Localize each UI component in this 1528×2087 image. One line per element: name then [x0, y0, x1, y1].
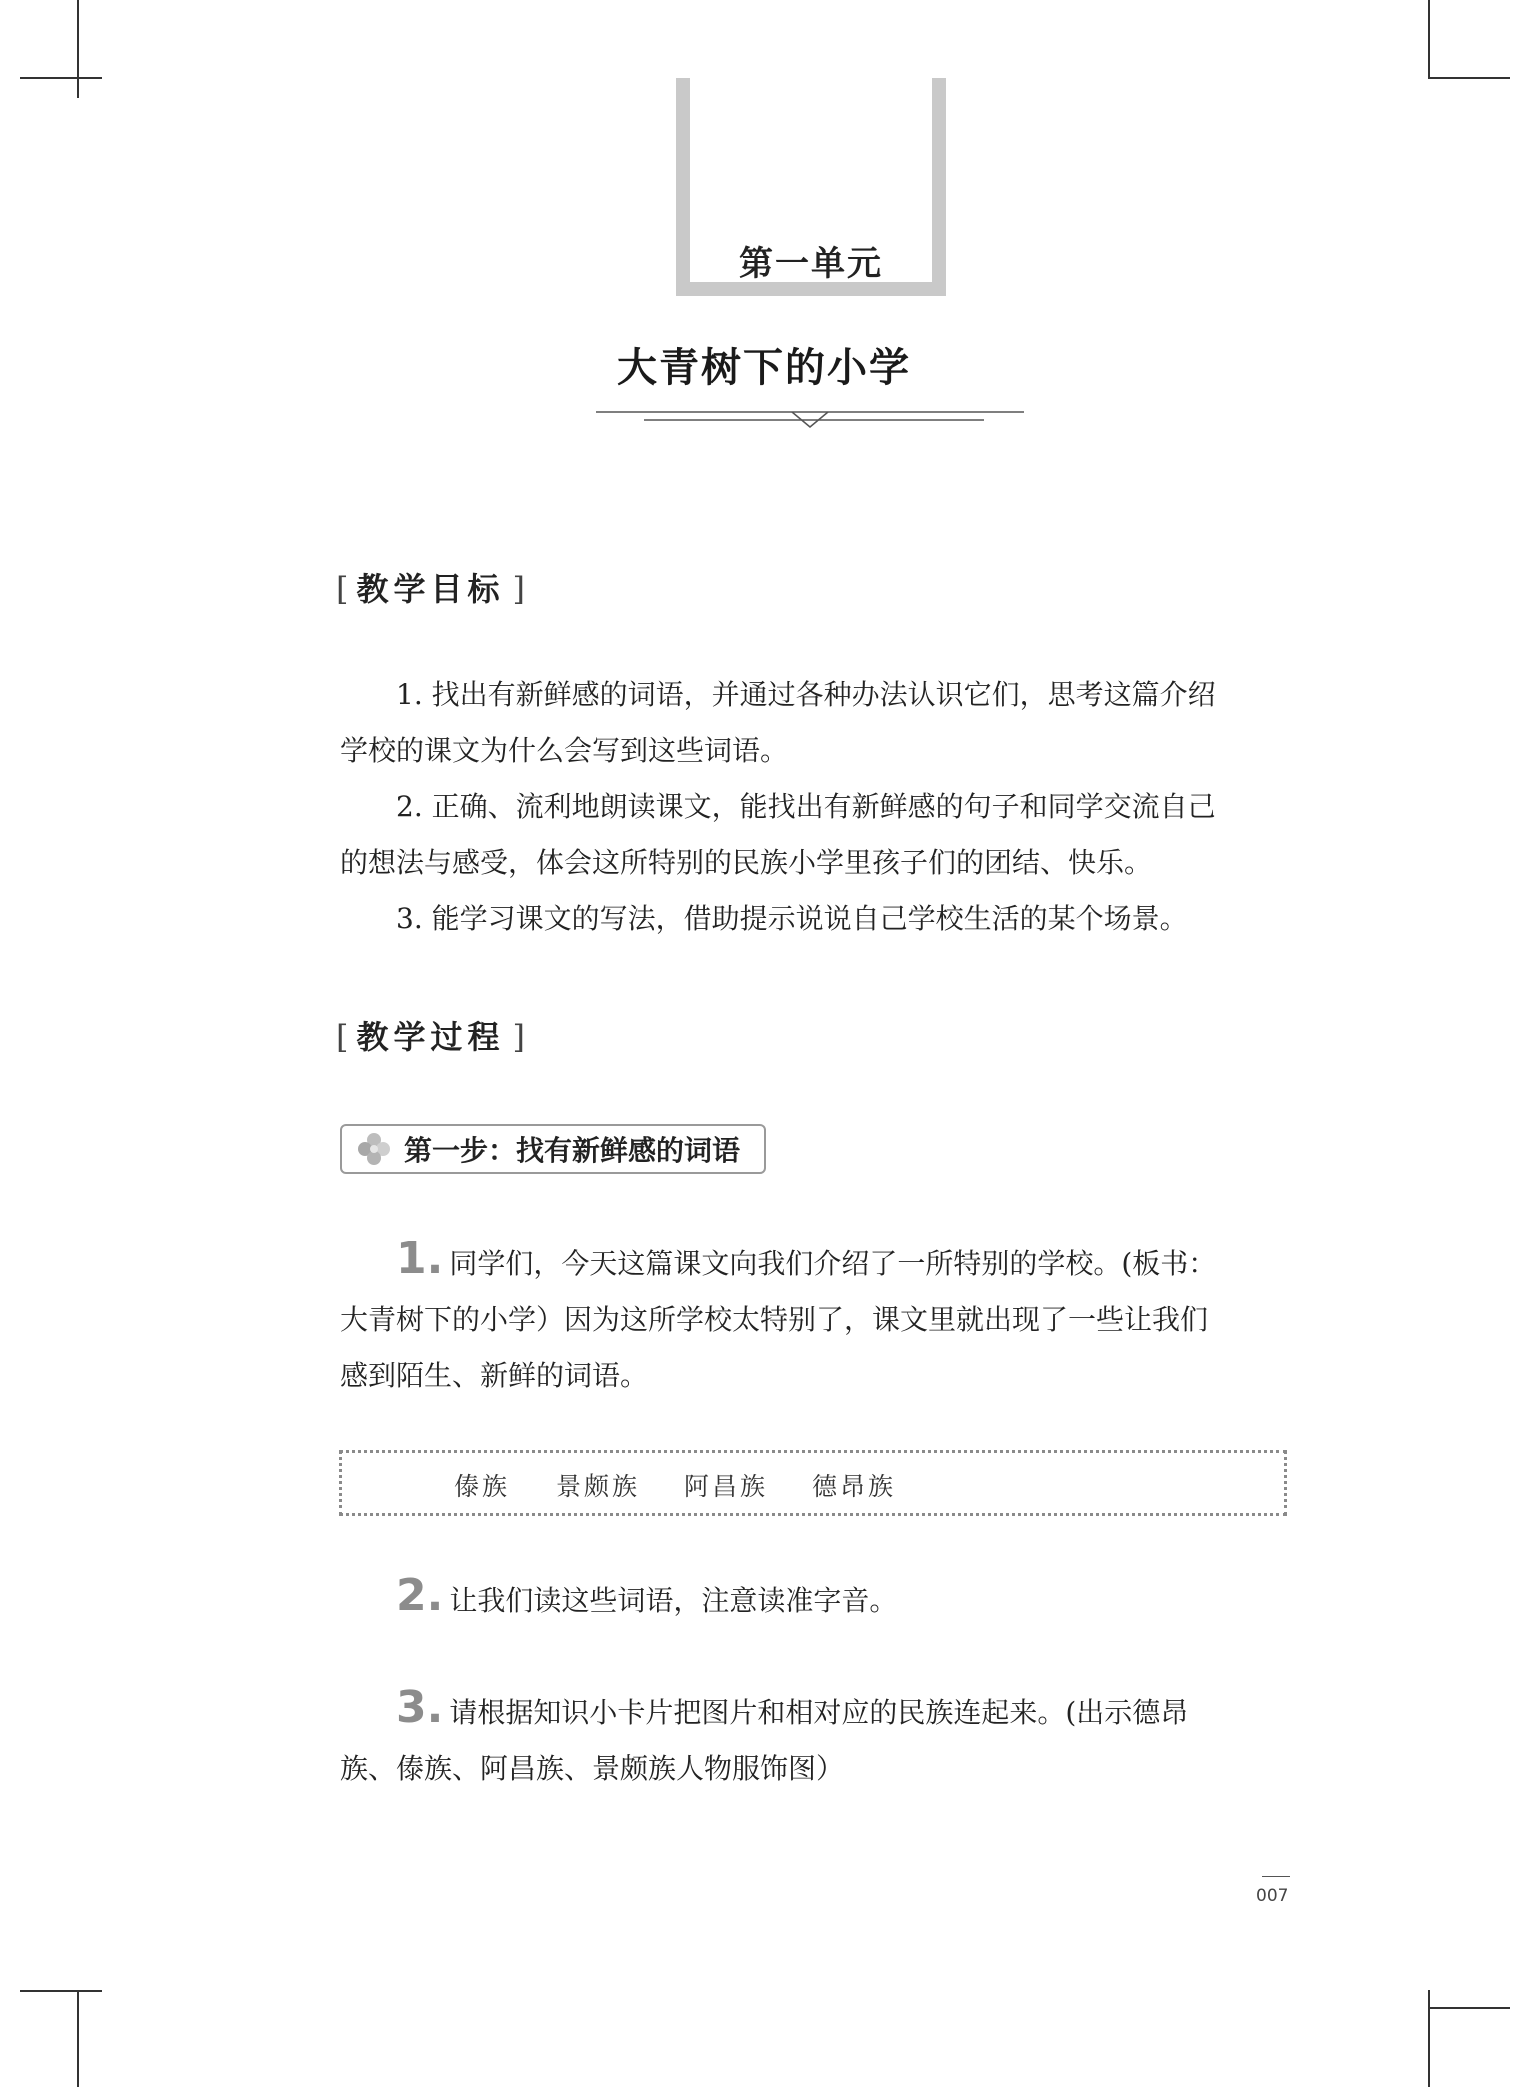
process-heading: [ 教学过程 ]	[336, 1018, 525, 1056]
item-number: 3.	[396, 1682, 444, 1733]
process-item-2: 2. 让我们读这些词语，注意读准字音。	[396, 1570, 898, 1621]
step-1-box	[340, 1124, 766, 1174]
flower-icon	[356, 1131, 392, 1167]
process-item-1: 1. 同学们，今天这篇课文向我们介绍了一所特别的学校。(板书： 大青树下的小学）因为这所学校太特别了，课文里就出现了一些让我们 感到陌生、新鲜的词语。	[340, 1233, 1217, 1392]
objective-2: 2. 正确、流利地朗读课文，能找出有新鲜感的句子和同学交流自己 的想法与感受，体会这所特别的民族小学里孩子们的团结、快乐。	[340, 790, 1216, 879]
vocab-word: 德昂族	[812, 1472, 897, 1501]
lesson-title: 大青树下的小学	[617, 345, 911, 391]
item-number: 1.	[396, 1233, 444, 1284]
vocab-word: 景颇族	[556, 1472, 641, 1501]
unit-label: 第一单元	[739, 244, 883, 284]
page-number-dash	[1262, 1876, 1290, 1877]
crop-mark-bottom-left-v	[77, 1990, 79, 2087]
process-item-3: 3. 请根据知识小卡片把图片和相对应的民族连起来。(出示德昂 族、傣族、阿昌族、景颇族人物服饰图）	[340, 1682, 1189, 1785]
crop-mark-bottom-right-v	[1428, 1990, 1430, 2087]
objective-3: 3. 能学习课文的写法，借助提示说说自己学校生活的某个场景。	[396, 902, 1188, 935]
vocab-word: 阿昌族	[684, 1472, 769, 1501]
crop-mark-top-right-v	[1428, 0, 1430, 78]
crop-mark-top-left-v	[77, 0, 79, 98]
title-divider	[596, 400, 1024, 430]
crop-mark-bottom-right-h	[1428, 2007, 1510, 2009]
crop-mark-top-right-h	[1428, 77, 1510, 79]
step-1-label: 第一步：找有新鲜感的词语	[404, 1134, 741, 1167]
crop-mark-bottom-left-h	[20, 1990, 102, 1992]
objective-1: 1. 找出有新鲜感的词语，并通过各种办法认识它们，思考这篇介绍 学校的课文为什么会写到这些词语。	[340, 678, 1216, 767]
vocab-word: 傣族	[454, 1472, 511, 1501]
crop-mark-top-left-h	[20, 77, 102, 79]
objectives-heading: [ 教学目标 ]	[336, 570, 525, 608]
vocab-box	[339, 1450, 1287, 1516]
page-number: 007	[1256, 1886, 1289, 1906]
item-number: 2.	[396, 1570, 444, 1621]
